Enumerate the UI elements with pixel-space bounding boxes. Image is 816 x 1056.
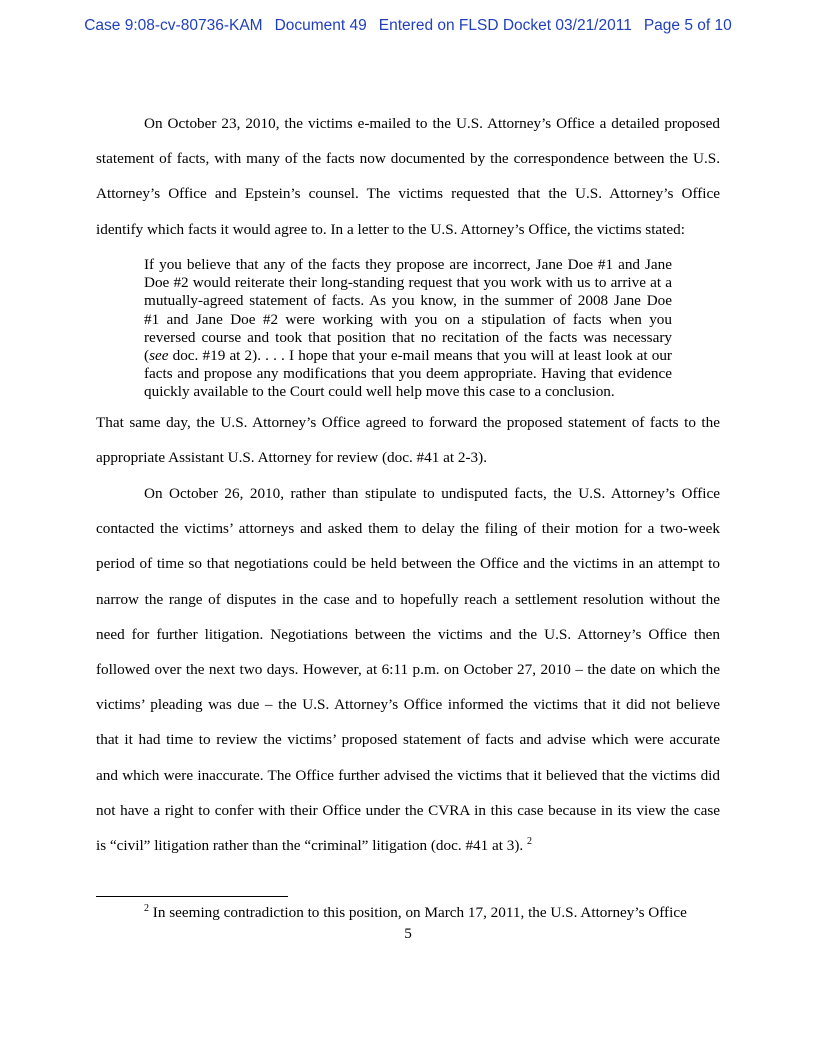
quote-line: #1 and Jane Doe #2 were working with you on a stipulation of facts when you: [144, 310, 672, 328]
paragraph-line: not have a right to confer with their Office under the CVRA in this case because in its view the case: [96, 801, 720, 819]
footnote-text: In seeming contradiction to this position, on March 17, 2011, the U.S. Attorney’s Office: [152, 904, 687, 921]
quote-line-rest: doc. #19 at 2). . . . I hope that your e-mail means that you will at least look at our: [168, 346, 672, 364]
paragraph-line: followed over the next two days. However, at 6:11 p.m. on October 27, 2010 – the date on which the: [96, 660, 720, 678]
paragraph-2: [96, 405, 720, 475]
paragraph-line: That same day, the U.S. Attorney’s Office agreed to forward the proposed statement of facts to the: [96, 414, 720, 431]
paragraph-line: period of time so that negotiations could be held between the Office and the victims in an attempt to: [96, 555, 720, 573]
docket-entry: Entered on FLSD Docket 03/21/2011: [378, 17, 632, 34]
case-number: Case 9:08-cv-80736-KAM: [84, 17, 263, 34]
paragraph-line: narrow the range of disputes in the case and to hopefully reach a settlement resolution without the: [96, 590, 720, 608]
open-paren: (: [144, 346, 150, 364]
block-quote: [144, 256, 672, 402]
footnote-divider: [96, 896, 288, 897]
quote-line: [144, 347, 672, 365]
paragraph-line: identify which facts it would agree to. In a letter to the U.S. Attorney’s Office, the victims stated:: [96, 220, 685, 238]
paragraph-line: contacted the victims’ attorneys and asked them to delay the filing of their motion for a two-week: [96, 520, 720, 538]
quote-line: Doe #2 would reiterate their long-standing request that you work with us to arrive at a: [144, 274, 672, 292]
paragraph-line: appropriate Assistant U.S. Attorney for review (doc. #41 at 2-3).: [96, 449, 487, 467]
footnote: [96, 904, 720, 922]
paragraph-1: [96, 106, 720, 247]
paragraph-line: On October 26, 2010, rather than stipulate to undisputed facts, the U.S. Attorney’s Office: [144, 485, 720, 502]
page-number: 5: [404, 925, 412, 942]
paragraph-3: [96, 476, 720, 863]
quote-line: If you believe that any of the facts they propose are incorrect, Jane Doe #1 and Jane: [144, 256, 672, 273]
paragraph-line: On October 23, 2010, the victims e-mailed to the U.S. Attorney’s Office a detailed proposed: [144, 115, 720, 132]
paragraph-line: that it had time to review the victims’ proposed statement of facts and advise which were accurate: [96, 731, 720, 749]
paragraph-line: need for further litigation. Negotiations between the victims and the U.S. Attorney’s Office then: [96, 625, 720, 643]
page-of-pages: Page 5 of 10: [643, 17, 732, 34]
quote-line: mutually-agreed statement of facts. As you know, in the summer of 2008 Jane Doe: [144, 292, 672, 310]
footnote-marker: 2: [144, 902, 149, 914]
see-signal: see: [149, 346, 169, 364]
paragraph-line: [96, 828, 720, 863]
paragraph-last-text: is “civil” litigation rather than the “criminal” litigation (doc. #41 at 3).: [96, 836, 524, 854]
footnote-reference[interactable]: 2: [527, 835, 533, 847]
paragraph-line: and which were inaccurate. The Office further advised the victims that it believed that the victims did: [96, 766, 720, 784]
paragraph-line: statement of facts, with many of the facts now documented by the correspondence between the U.S.: [96, 150, 720, 168]
quote-line: quickly available to the Court could well help move this case to a conclusion.: [144, 383, 615, 401]
docket-header: [0, 17, 816, 35]
document-number: Document 49: [274, 17, 367, 34]
quote-line: reversed course and took that position that no recitation of the facts was necessary: [144, 328, 672, 346]
quote-line: facts and propose any modifications that you deem appropriate. Having that evidence: [144, 365, 672, 383]
paragraph-line: victims’ pleading was due – the U.S. Attorney’s Office informed the victims that it did not believe: [96, 696, 720, 714]
paragraph-line: Attorney’s Office and Epstein’s counsel. The victims requested that the U.S. Attorney’s Office: [96, 185, 720, 203]
